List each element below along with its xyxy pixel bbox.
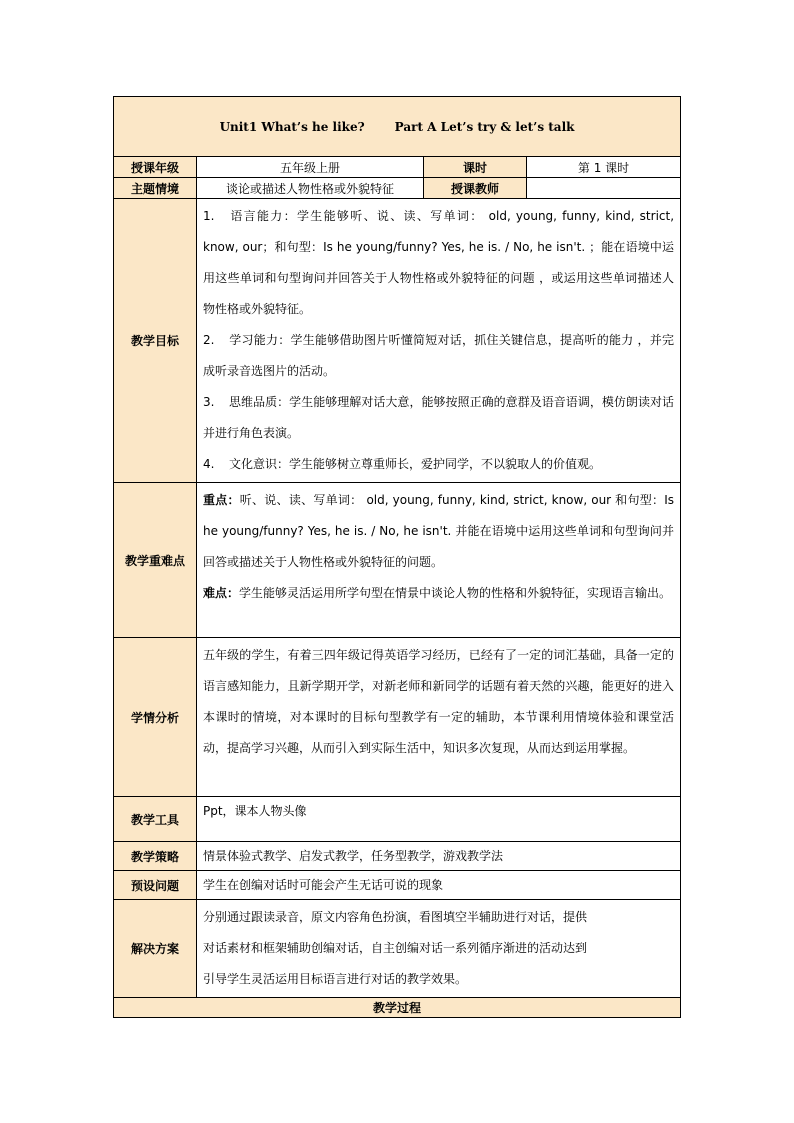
analysis-text: 五年级的学生，有着三四年级记得英语学习经历，已经有了一定的词汇基础，具备一定的语言感知能力，且新学期开学，对新老师和新同学的话题有着天然的兴趣，能更好的进入本课时的情境，对本课时的目标句型教学有一定的辅助，本节课利用情境体验和课堂活动，提高学习兴趣，从而引入到实际生活中，知识多次复现，从而达到运用掌握。 <box>203 648 675 755</box>
keypoints-content <box>197 483 681 638</box>
objective-item: 2. 学习能力：学生能够借助图片听懂简短对话，抓住关键信息，提高听的能力 ，并完成听录音选图片的活动。 <box>203 333 675 378</box>
period-value: 第 1 课时 <box>527 157 681 178</box>
objective-item: 3. 思维品质：学生能够理解对话大意，能够按照正确的意群及语音语调，模仿朗读对话并进行角色表演。 <box>203 395 675 440</box>
solution-content <box>197 900 681 998</box>
process-heading: 教学过程 <box>114 998 681 1018</box>
grade-value: 五年级上册 <box>197 157 424 178</box>
keypoint-key: 重点：听、说、读、写单词： old, young, funny, kind, strict, know, our 和句型：Is he young/funny? Yes, he is. / No, he isn't. 并能在语境中运用这些单词和句型询问并回答或描述关于人物性格或外貌特征的问题。 <box>203 493 675 569</box>
tools-label: 教学工具 <box>114 797 197 842</box>
lesson-title-part: Part A Let’s try & let’s talk <box>394 119 575 134</box>
problem-content <box>197 871 681 900</box>
lesson-title-unit: Unit1 What’s he like? <box>219 119 365 134</box>
objective-item: 1. 语言能力：学生能够听、说、读、写单词： old, young, funny, kind, strict, know, our；和句型：Is he young/funny? Yes, he is. / No, he isn't. ；能在语境中运用这些单词和句型询问并回答关于人物性格或外貌特征的问题 ，或运用这些单词描述人物性格或外貌特征。 <box>203 209 675 316</box>
period-label: 课时 <box>424 157 527 178</box>
strategy-content <box>197 842 681 871</box>
teacher-label: 授课教师 <box>424 178 527 199</box>
solution-line: 分别通过跟读录音，原文内容角色扮演，看图填空半辅助进行对话，提供 <box>203 910 588 924</box>
teacher-value <box>527 178 681 199</box>
strategy-label: 教学策略 <box>114 842 197 871</box>
solution-label: 解决方案 <box>114 900 197 998</box>
problem-label: 预设问题 <box>114 871 197 900</box>
keypoints-label: 教学重难点 <box>114 483 197 638</box>
lesson-title <box>114 97 681 157</box>
tools-content <box>197 797 681 842</box>
solution-line: 对话素材和框架辅助创编对话，自主创编对话一系列循序渐进的活动达到 <box>203 941 588 955</box>
problem-text: 学生在创编对话时可能会产生无话可说的现象 <box>203 878 444 892</box>
grade-label: 授课年级 <box>114 157 197 178</box>
analysis-label: 学情分析 <box>114 638 197 797</box>
solution-line: 引导学生灵活运用目标语言进行对话的教学效果。 <box>203 972 468 986</box>
topic-value: 谈论或描述人物性格或外貌特征 <box>197 178 424 199</box>
lesson-plan-table <box>113 96 681 1018</box>
topic-label: 主题情境 <box>114 178 197 199</box>
objective-item: 4. 文化意识：学生能够树立尊重师长，爱护同学，不以貌取人的价值观。 <box>203 457 602 471</box>
strategy-text: 情景体验式教学、启发式教学，任务型教学，游戏教学法 <box>203 849 504 863</box>
objectives-content <box>197 199 681 483</box>
tools-text: Ppt，课本人物头像 <box>203 804 307 818</box>
objectives-label: 教学目标 <box>114 199 197 483</box>
analysis-content <box>197 638 681 797</box>
keypoint-difficult: 难点：学生能够灵活运用所学句型在情景中谈论人物的性格和外貌特征，实现语言输出。 <box>203 586 672 600</box>
